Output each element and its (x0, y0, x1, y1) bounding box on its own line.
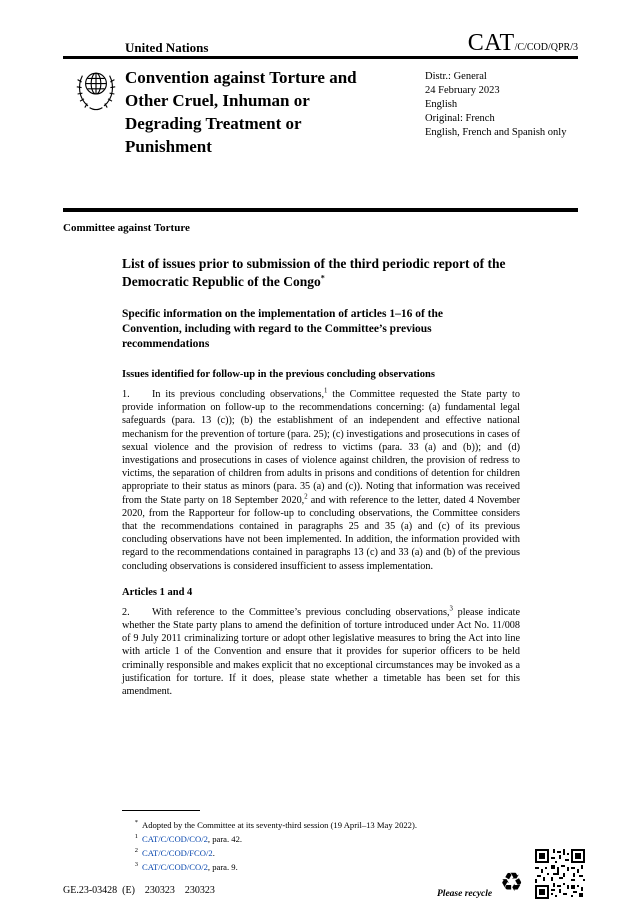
language-line: English (425, 99, 458, 110)
paragraph-number: 1. (122, 389, 130, 400)
paragraph-1 (122, 388, 520, 573)
treaty-title: Convention against Torture and Other Cruel, Inhuman or Degrading Treatment or Punishment (125, 68, 357, 156)
please-recycle-label: Please recycle (437, 889, 493, 899)
paragraph-2 (122, 606, 520, 698)
footnote-marker: 2 (134, 847, 138, 855)
title-footnote-marker: * (320, 273, 325, 282)
document-meta (425, 70, 585, 140)
document-body (122, 255, 520, 711)
footnote-adoption (122, 817, 522, 831)
footnote-text: . (212, 847, 215, 858)
footnote-ref-3[interactable]: 3 (449, 605, 453, 613)
footnote-2 (122, 845, 522, 859)
recycle-icon: ♻ (500, 868, 524, 897)
doc-symbol-prefix: CAT (467, 30, 515, 56)
paragraph-text: please indicate whether the State party plans to amend the definition of torture introduced under Act No. 11/008 of 9 July 2011 criminalizing torture or adopt other legislative measures to bring the Act into line with article 1 of the Convention and ensure that it provides for superior officers to be held criminally responsible and makes explicit that no exceptional circumstances may be invoked as a justification for torture. If it does, please state whether a timetable has been set for this amendment. (122, 606, 521, 698)
doc-symbol-suffix: /C/COD/QPR/3 (514, 42, 578, 53)
document-symbol-link[interactable]: CAT/C/COD/CO/2 (142, 833, 208, 844)
section-heading-articles-1-4: Articles 1 and 4 (122, 586, 193, 598)
footnote-marker: 3 (134, 861, 138, 869)
footnote-marker: * (134, 819, 138, 826)
footnote-text: , para. 9. (207, 862, 238, 873)
org-name: United Nations (125, 40, 209, 55)
document-subtitle: Specific information on the implementation of articles 1–16 of the Convention, including with regard to the Committee’s previous recommendations (122, 308, 443, 350)
document-symbol-link[interactable]: CAT/C/COD/CO/2 (142, 862, 208, 873)
committee-name: Committee against Torture (63, 222, 190, 234)
document-symbol-link[interactable]: CAT/C/COD/FCO/2 (142, 847, 213, 858)
original-language-line: Original: French (425, 113, 495, 124)
job-number: GE.23-03428 (E) 230323 230323 (63, 885, 215, 896)
footnotes-block (122, 810, 522, 873)
footnote-text: , para. 42. (207, 833, 243, 844)
document-title (122, 255, 520, 290)
paragraph-text: With reference to the Committee’s previous concluding observations, (152, 606, 450, 618)
paragraph-text: and with reference to the letter, dated 4 November 2020, from the Rapporteur for follow-up to concluding observations, the Committee considers that the recommendations contained in paragraphs 25 and 35 (a) and (c) of its previous concluding observations have not been implemented. In addition, the information provided with regard to the recommendations contained in paragraphs 13 (c) and 33 (a) and (b) of the previous concluding observations is considered insufficient to assess implementation. (122, 494, 520, 572)
footnote-separator (122, 810, 200, 811)
un-emblem-logo (72, 64, 120, 116)
footnote-ref-2[interactable]: 2 (304, 493, 308, 501)
footnote-marker: 1 (134, 833, 138, 841)
header-rule (63, 56, 578, 59)
section-heading-followup: Issues identified for follow-up in the previous concluding observations (122, 369, 435, 380)
footnote-3 (122, 859, 522, 873)
paragraph-number: 2. (122, 606, 130, 618)
date-line: 24 February 2023 (425, 85, 500, 96)
languages-note: English, French and Spanish only (425, 127, 567, 138)
footnote-1 (122, 831, 522, 845)
distr-line: Distr.: General (425, 71, 487, 82)
doc-symbol (468, 30, 578, 57)
qr-code (535, 849, 585, 899)
footnote-text: Adopted by the Committee at its seventy-third session (19 April–13 May 2022). (142, 819, 417, 830)
paragraph-text: In its previous concluding observations, (152, 389, 325, 400)
paragraph-text: the Committee requested the State party to provide information on follow-up to the recommendations concerning: (a) fundamental legal safeguards (para. 13 (c)); (b) the establishment of an independent and effective national mechanism for the prevention of torture (para. 25); (c) investigations and prosecutions in cases of sexual violence and the provision of redress to victims (para. 33 (a) and (b)); and (d) investigations and prosecutions in cases of violence against children, the provision of redress to victims, the separation of children from adults in prisons and conditions of detention for children appropriate to their status as minors (para. 35 (a) and (c)). Noting that information was received from the State party on 18 September 2020, (122, 389, 520, 506)
footnote-ref-1[interactable]: 1 (324, 387, 328, 395)
document-title-text: List of issues prior to submission of the third periodic report of the Democratic Republic of the Congo (122, 256, 506, 289)
section-rule (63, 208, 578, 212)
